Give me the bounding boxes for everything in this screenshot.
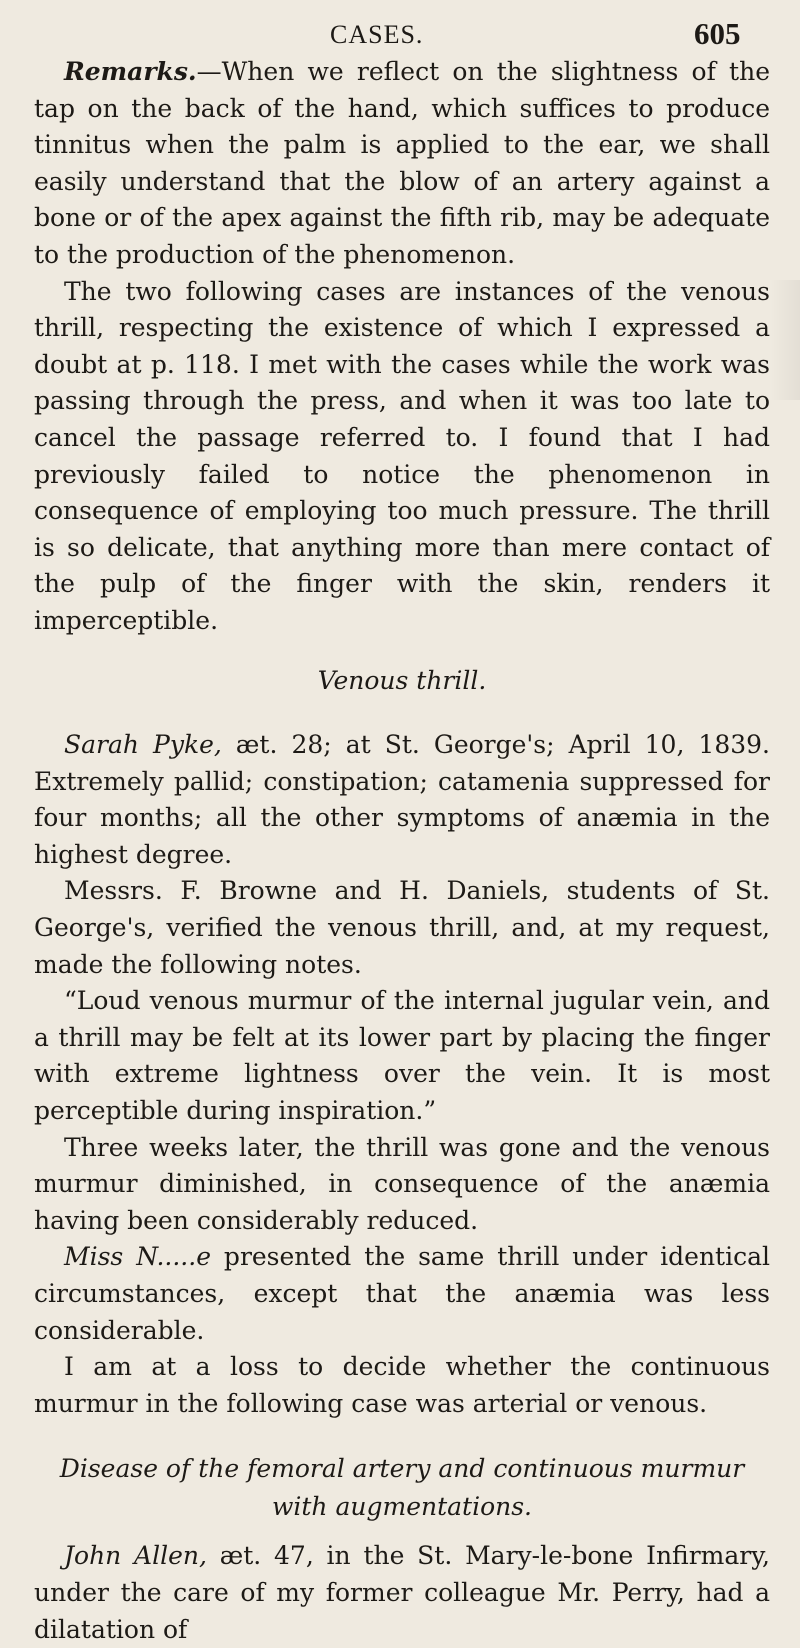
sarah-pyke-text: æt. 28; at St. George's; April 10, 1839. Extremely pallid; constipation; catamenia suppressed for four months; all the other symptoms of anæmia in the highest degree. bbox=[34, 730, 771, 869]
miss-n-paragraph bbox=[34, 1239, 770, 1349]
remarks-label: Remarks. bbox=[64, 57, 197, 86]
john-allen-paragraph bbox=[34, 1538, 770, 1648]
page-edge-shadow bbox=[770, 280, 800, 400]
running-head bbox=[0, 14, 800, 54]
running-title: CASES. bbox=[330, 20, 424, 49]
heading-femoral-disease: Disease of the femoral artery and continuous murmur with augmentations. bbox=[59, 1454, 745, 1522]
body-text bbox=[34, 54, 770, 1648]
quote-paragraph: “Loud venous murmur of the internal jugular vein, and a thrill may be felt at its lower part by placing the finger with extreme lightness over the vein. It is most perceptible during inspiration.” bbox=[34, 986, 770, 1126]
two-cases-paragraph: The two following cases are instances of the venous thrill, respecting the existence of which I expressed a doubt at p. 118. I met with the cases while the work was passing through the press, and when it was too late to cancel the passage referred to. I found that I had previously failed to notice the phenomenon in consequence of employing too much pressure. The thrill is so delicate, that anything more than mere contact of the pulp of the finger with the skin, renders it imperceptible. bbox=[34, 276, 770, 635]
page-number: 605 bbox=[694, 16, 741, 51]
three-weeks-paragraph: Three weeks later, the thrill was gone and the venous murmur diminished, in consequence of the anæmia having been considerably reduced. bbox=[34, 1132, 770, 1235]
browne-daniels-paragraph: Messrs. F. Browne and H. Daniels, students of St. George's, verified the venous thrill, and, at my request, made the following notes. bbox=[34, 876, 770, 979]
sarah-pyke-name: Sarah Pyke, bbox=[64, 730, 222, 760]
loss-paragraph: I am at a loss to decide whether the continuous murmur in the following case was arterial or venous. bbox=[34, 1352, 770, 1418]
miss-n-name: Miss N.....e bbox=[64, 1242, 211, 1272]
john-allen-name: John Allen, bbox=[64, 1541, 207, 1571]
miss-n-text: presented the same thrill under identical circumstances, except that the anæmia was less considerable. bbox=[34, 1242, 770, 1345]
remarks-paragraph bbox=[34, 54, 770, 274]
heading-venous-thrill: Venous thrill. bbox=[317, 665, 487, 695]
remarks-text: —When we reflect on the slightness of the tap on the back of the hand, which suffices to produce tinnitus when the palm is applied to the ear, we shall easily understand that the blow of an artery against a bone or of the apex against the fifth rib, may be adequate to the production of the phenomenon. bbox=[34, 57, 770, 269]
sarah-pyke-paragraph bbox=[34, 727, 770, 873]
john-allen-text: æt. 47, in the St. Mary-le-bone Infirmary, under the care of my former colleague Mr. Perry, had a dilatation of bbox=[34, 1541, 770, 1644]
